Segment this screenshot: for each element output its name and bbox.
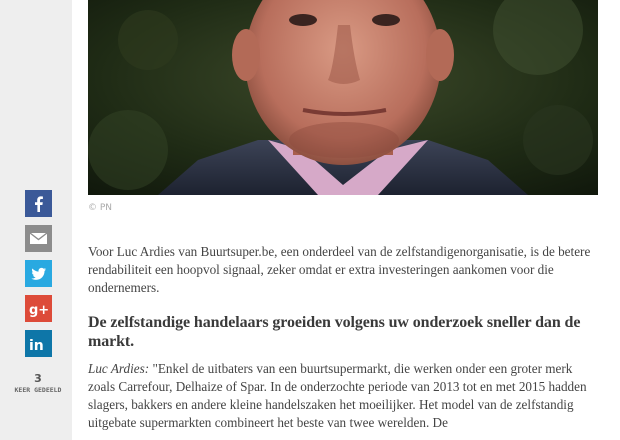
email-share-button[interactable] bbox=[25, 225, 52, 252]
share-count-label: KEER GEDEELD bbox=[14, 386, 62, 394]
answer-speaker: Luc Ardies: bbox=[88, 361, 150, 376]
google-plus-share-button[interactable] bbox=[25, 295, 52, 322]
share-count-number: 3 bbox=[34, 372, 42, 385]
google-plus-icon bbox=[25, 295, 52, 322]
linkedin-icon bbox=[25, 330, 52, 357]
share-buttons bbox=[25, 190, 53, 365]
facebook-icon bbox=[25, 190, 52, 217]
answer-paragraph bbox=[88, 360, 602, 432]
linkedin-share-button[interactable] bbox=[25, 330, 52, 357]
portrait-image bbox=[88, 0, 598, 195]
interview-question: De zelfstandige handelaars groeiden volgens uw onderzoek sneller dan de markt. bbox=[88, 314, 581, 350]
article-photo bbox=[88, 0, 598, 195]
answer-text: "Enkel de uitbaters van een buurtsupermarkt, die werken onder een groter merk zoals Carrefour, Delhaize of Spar. In de onderzochte periode van 2013 tot en met 2015 hadden slagers, bakkers en andere kleine handelszaken het moeilijker. Het model van de zelfstandig uitgebate supermarkten combineert het beste van twee werelden. De bbox=[88, 361, 587, 430]
facebook-share-button[interactable] bbox=[25, 190, 52, 217]
photo-credit: © PN bbox=[88, 203, 113, 213]
intro-paragraph: Voor Luc Ardies van Buurtsuper.be, een onderdeel van de zelfstandigenorganisatie, is de betere rendabiliteit een hoopvol signaal, zeker omdat er extra investeringen aankomen voor die ondernemers. bbox=[88, 244, 591, 295]
svg-text:g+: g+ bbox=[29, 303, 50, 318]
envelope-icon bbox=[25, 225, 52, 252]
twitter-bird-icon bbox=[25, 260, 52, 287]
svg-text:in: in bbox=[29, 338, 44, 354]
share-count bbox=[14, 372, 62, 395]
twitter-share-button[interactable] bbox=[25, 260, 52, 287]
article-body bbox=[88, 243, 602, 432]
